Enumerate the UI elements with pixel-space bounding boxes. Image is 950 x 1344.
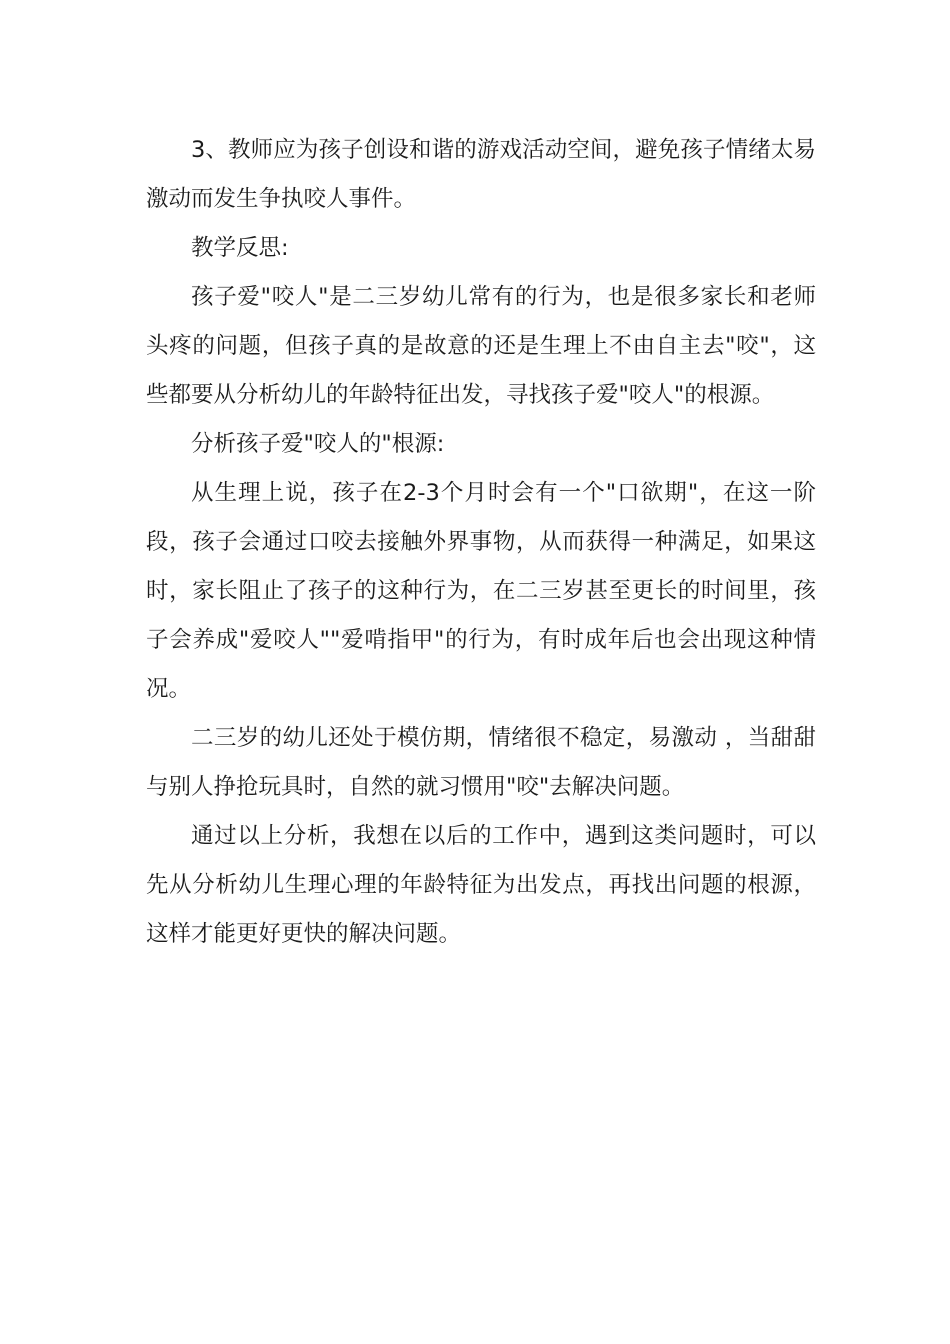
paragraph-biting-behavior: 孩子爱"咬人"是二三岁幼儿常有的行为，也是很多家长和老师头疼的问题，但孩子真的是故意的还是生理上不由自主去"咬"，这些都要从分析幼儿的年龄特征出发，寻找孩子爱"咬人"的根源。 bbox=[146, 284, 816, 408]
paragraph-oral-stage: 从生理上说，孩子在2-3个月时会有一个"口欲期"，在这一阶段，孩子会通过口咬去接触外界事物，从而获得一种满足，如果这时，家长阻止了孩子的这种行为，在二三岁甚至更长的时间里，孩子会养成"爱咬人""爱啃指甲"的行为，有时成年后也会出现这种情况。 bbox=[146, 480, 816, 702]
heading-teaching-reflection: 教学反思: bbox=[191, 235, 289, 261]
paragraph-imitation-period: 二三岁的幼儿还处于模仿期，情绪很不稳定，易激动 ，当甜甜与别人挣抢玩具时，自然的就习惯用"咬"去解决问题。 bbox=[146, 725, 816, 800]
heading-root-cause-analysis: 分析孩子爱"咬人的"根源: bbox=[191, 431, 445, 457]
paragraph-conclusion: 通过以上分析，我想在以后的工作中，遇到这类问题时，可以先从分析幼儿生理心理的年龄特征为出发点，再找出问题的根源，这样才能更好更快的解决问题。 bbox=[146, 823, 816, 947]
document-body bbox=[146, 126, 816, 959]
paragraph-teacher-advice: 3、教师应为孩子创设和谐的游戏活动空间，避免孩子情绪太易激动而发生争执咬人事件。 bbox=[146, 137, 816, 212]
